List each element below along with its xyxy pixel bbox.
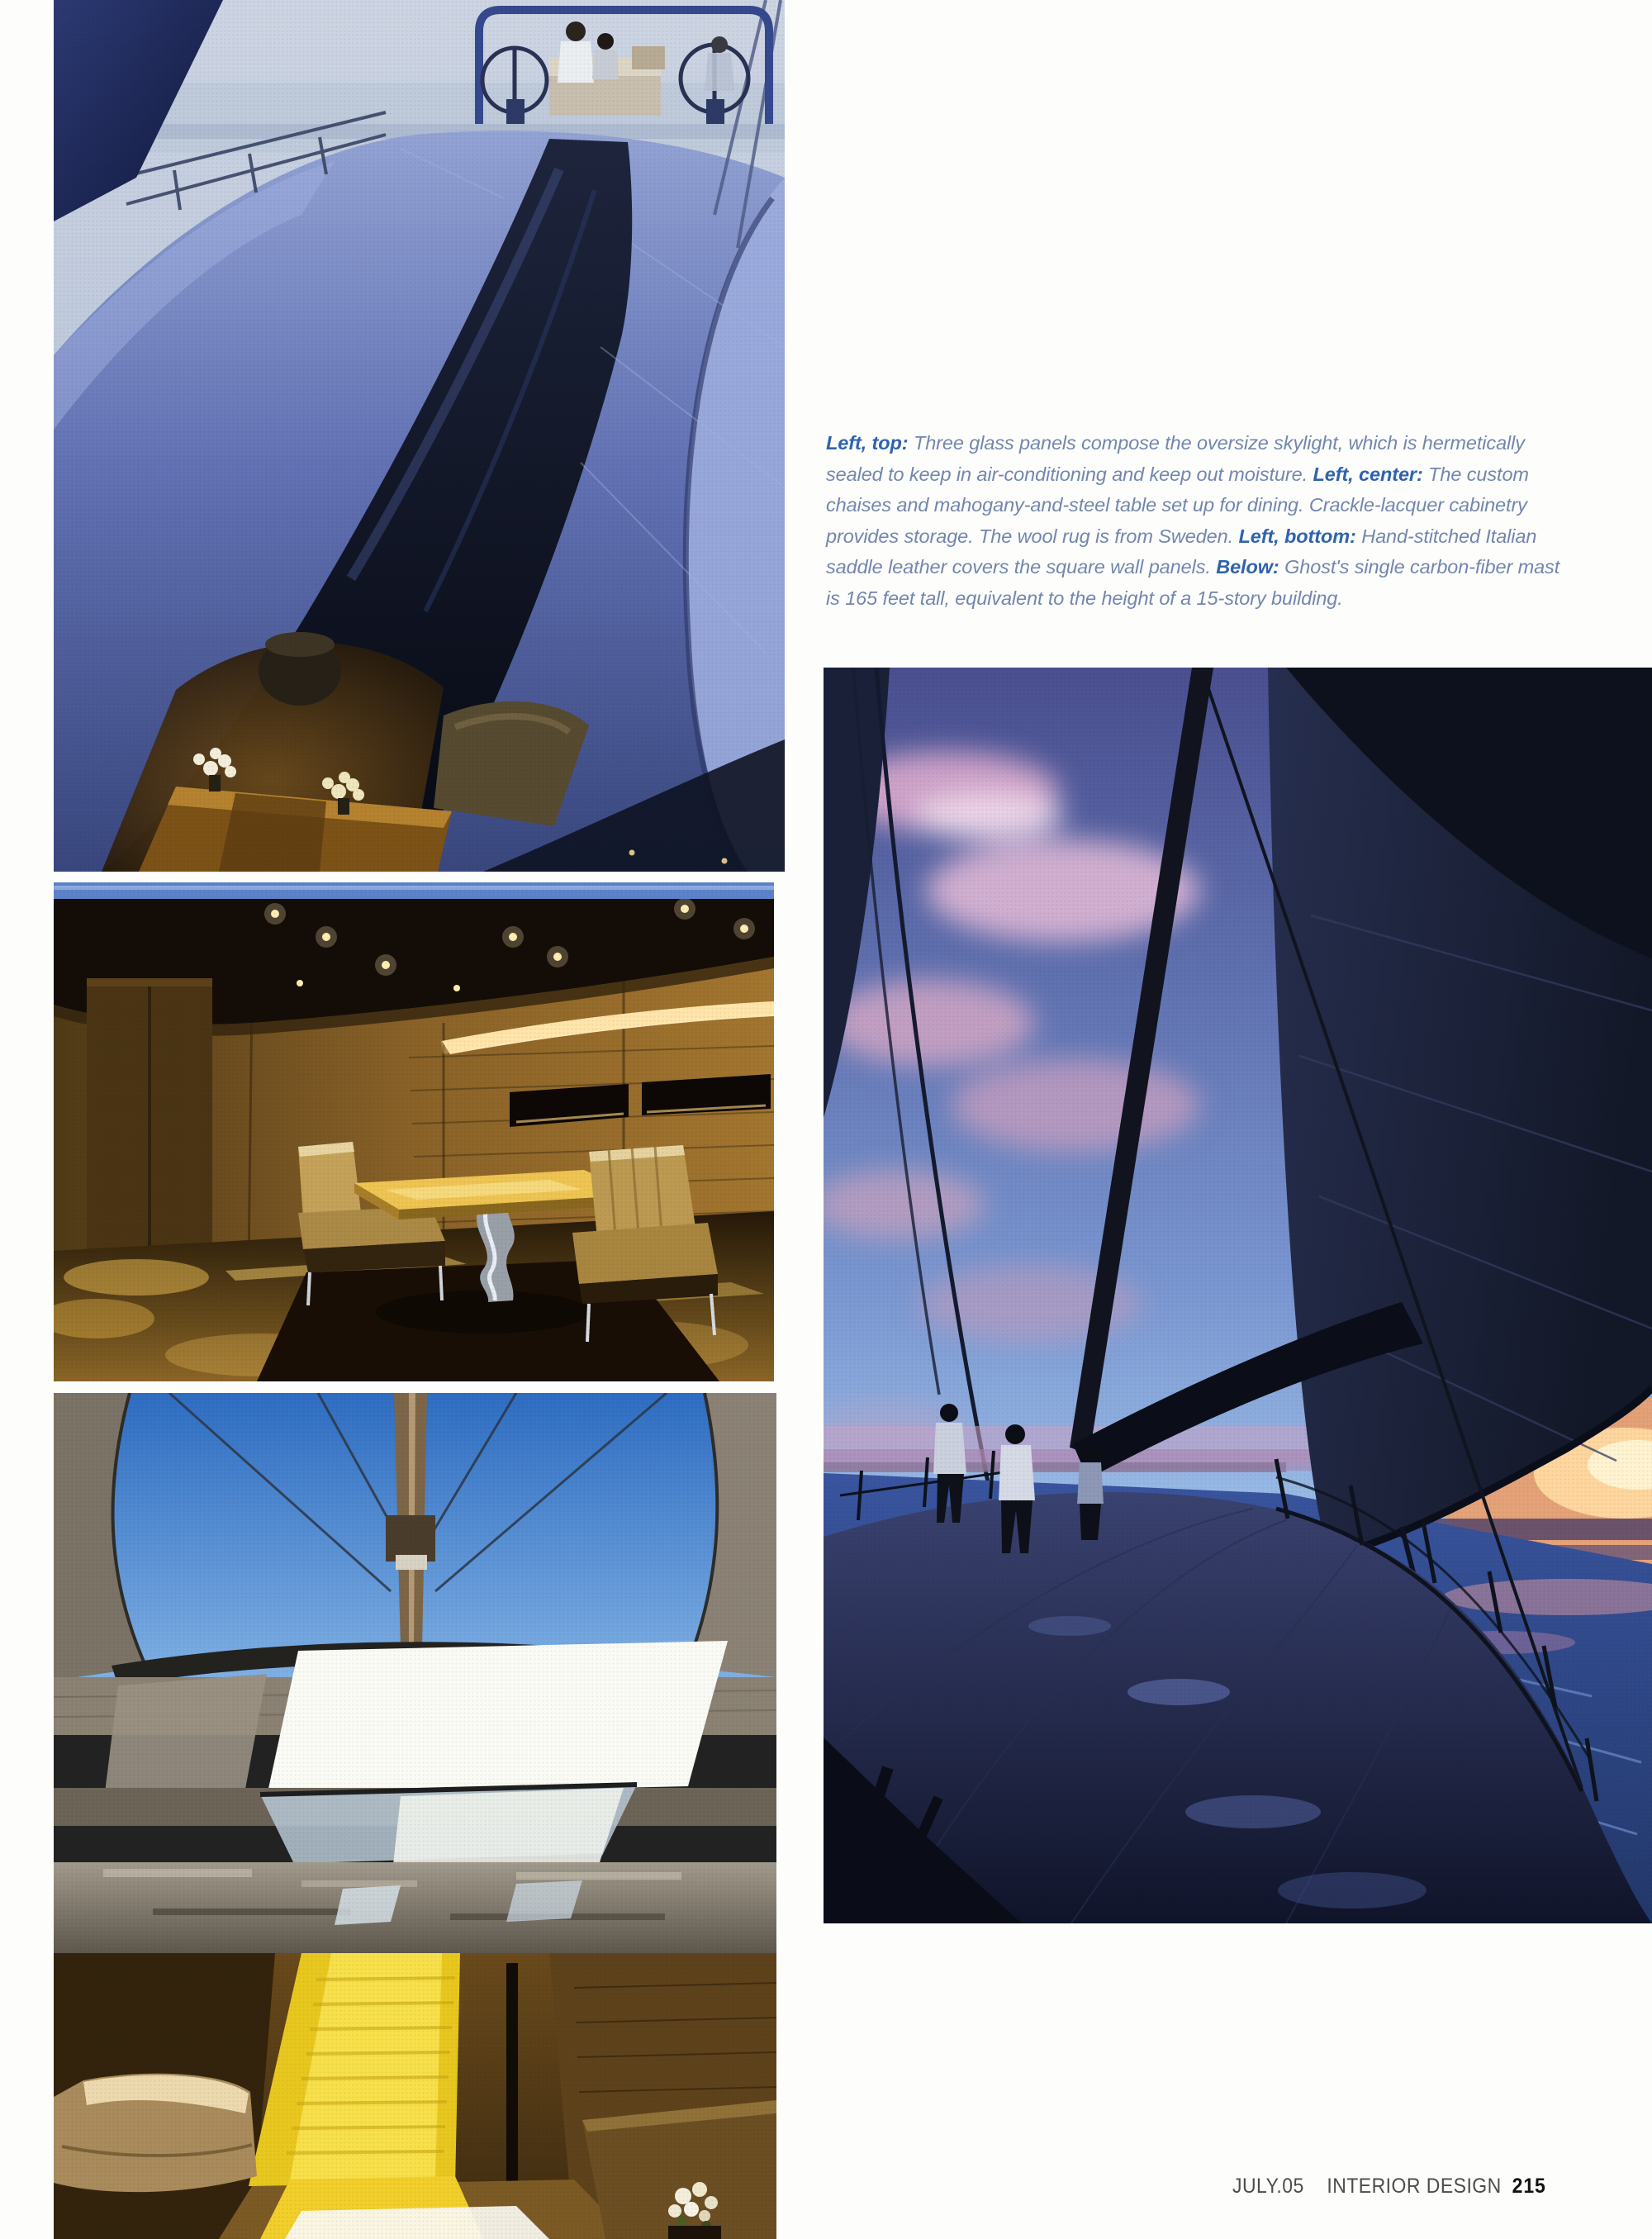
photo4-illustration bbox=[824, 668, 1652, 1923]
caption-body-left-bottom: Hand-stitched Italian saddle leather covers the square wall panels. bbox=[826, 525, 1537, 578]
caption-label-left-top: Left, top: bbox=[826, 432, 909, 454]
caption-label-below: Below: bbox=[1216, 556, 1279, 578]
photo-deck-skylight-aerial bbox=[54, 0, 785, 872]
folio bbox=[1232, 2175, 1546, 2199]
folio-page-number: 215 bbox=[1512, 2175, 1546, 2198]
caption-label-left-bottom: Left, bottom: bbox=[1238, 525, 1356, 547]
caption-body-below: Ghost's single carbon-fiber mast is 165 feet tall, equivalent to the height of a 15-story building. bbox=[826, 556, 1560, 609]
photo2-illustration bbox=[54, 882, 774, 1381]
caption-body-left-center: The custom chaises and mahogany-and-steel table set up for dining. Crackle-lacquer cabinetry provides storage. The wool rug is from Sweden. bbox=[826, 463, 1529, 547]
sunlit-panel bbox=[267, 1641, 728, 1796]
sofa bbox=[54, 2074, 257, 2193]
photo-captions bbox=[826, 428, 1574, 614]
photo-interior-skylight-view bbox=[54, 1393, 776, 2239]
photo-interior-dining bbox=[54, 882, 774, 1381]
photo-sailing-dusk bbox=[824, 668, 1652, 1923]
caption-label-left-center: Left, center: bbox=[1313, 463, 1423, 485]
caption-body-left-top: Three glass panels compose the oversize skylight, which is hermetically sealed to keep in air-conditioning and keep out moisture. bbox=[826, 432, 1525, 485]
folio-magazine-name: INTERIOR DESIGN bbox=[1327, 2175, 1502, 2198]
photo3-illustration bbox=[54, 1393, 776, 2239]
photo1-illustration bbox=[54, 0, 785, 872]
folio-issue-date: JULY.05 bbox=[1232, 2175, 1304, 2198]
